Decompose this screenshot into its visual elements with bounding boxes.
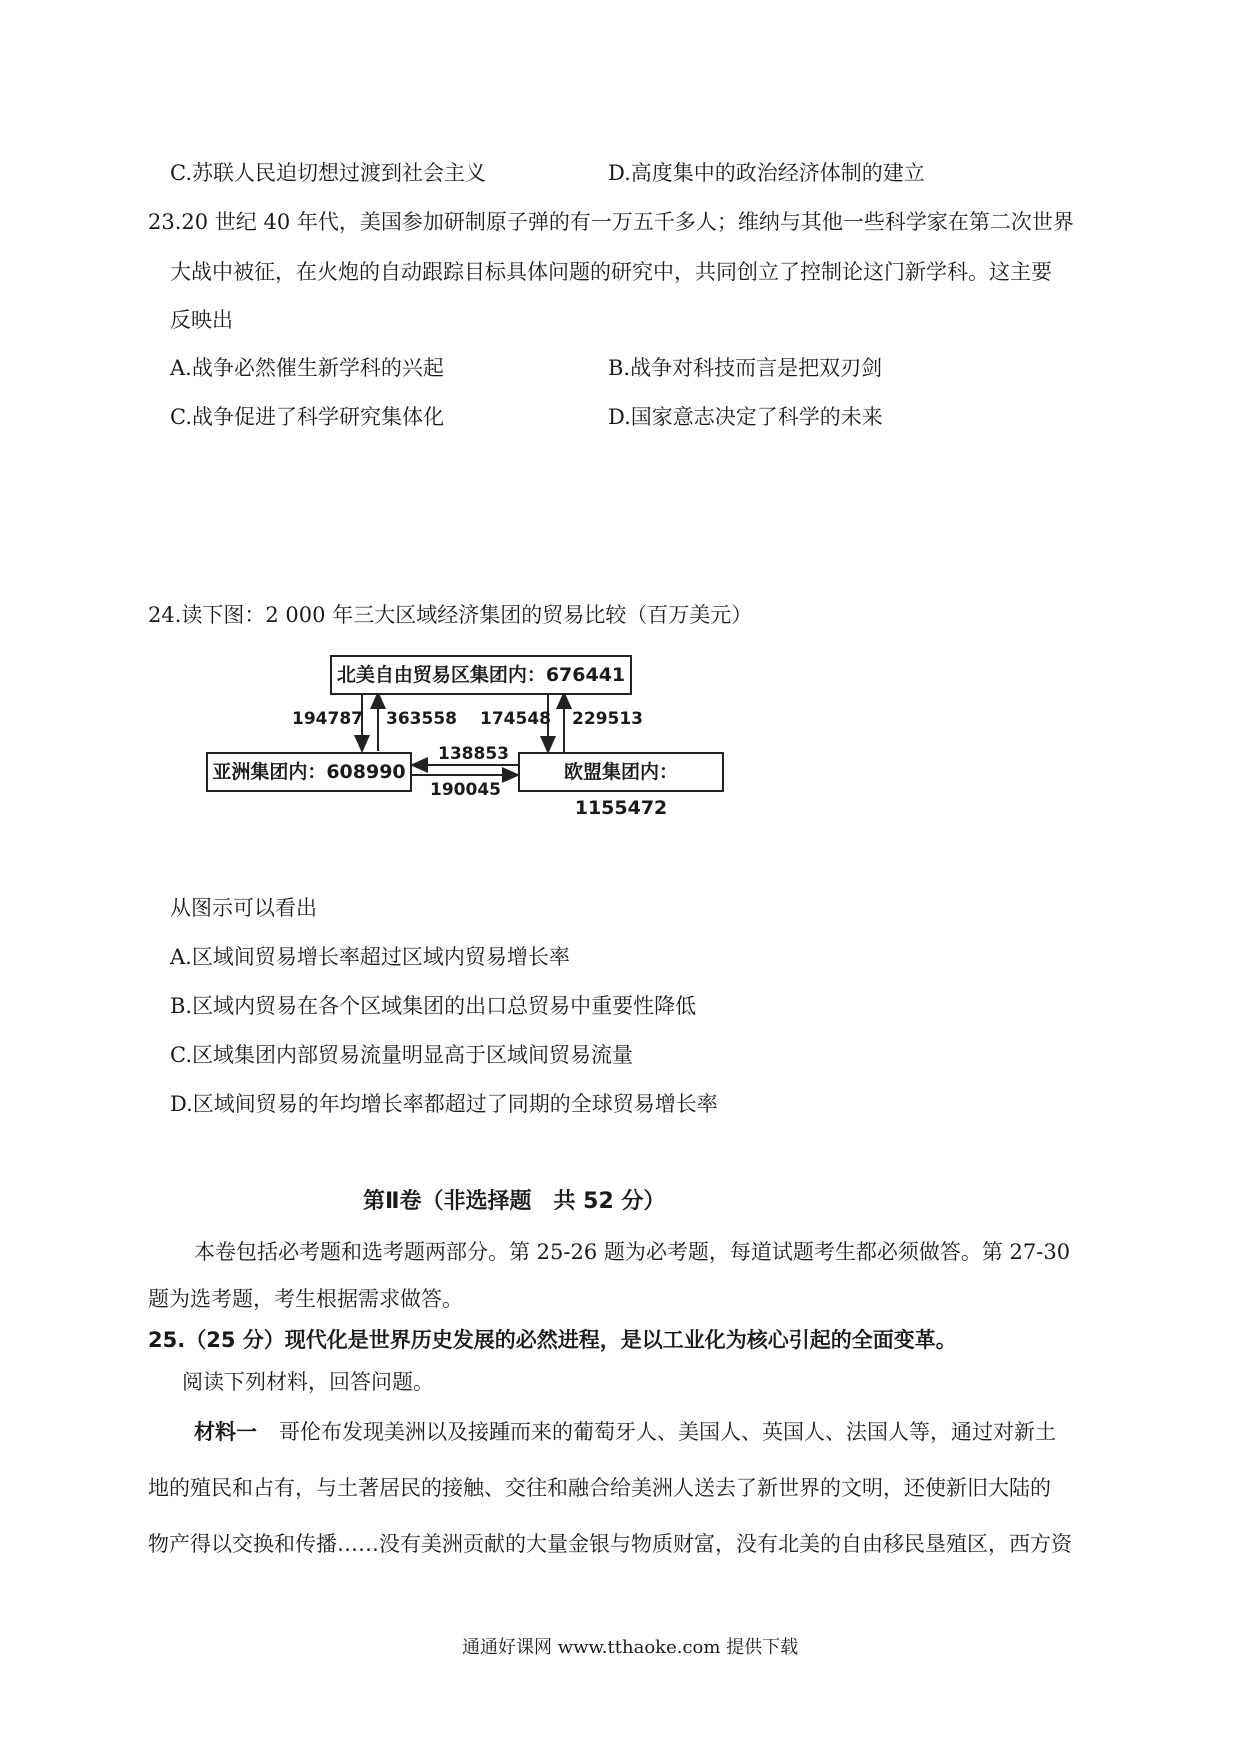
q25-material-1-line-3: 物产得以交换和传播……没有美洲贡献的大量金银与物质财富，没有北美的自由移民垦殖区，西方资 [148,1532,1072,1556]
q24-option-c: C.区域集团内部贸易流量明显高于区域间贸易流量 [170,1043,633,1067]
q25-material-1-line-2: 地的殖民和占有，与土著居民的接触、交往和融合给美洲人送去了新世界的文明，还使新旧大陆的 [148,1476,1051,1500]
value-asia-to-na: 363558 [386,709,457,729]
q24-option-b: B.区域内贸易在各个区域集团的出口总贸易中重要性降低 [170,994,697,1018]
material-1-text: 哥伦布发现美洲以及接踵而来的葡萄牙人、美国人、英国人、法国人等，通过对新土 [279,1420,1056,1444]
material-1-label: 材料一 [194,1420,257,1444]
value-eu-to-na: 229513 [572,709,643,729]
q24-lead: 从图示可以看出 [170,896,317,920]
value-na-to-asia: 194787 [292,709,363,729]
q23-option-b: B.战争对科技而言是把双刃剑 [608,356,883,380]
box-north-america: 北美自由贸易区集团内：676441 [330,655,632,695]
part2-intro-line-2: 题为选考题，考生根据需求做答。 [148,1287,463,1311]
box-asia: 亚洲集团内：608990 [206,752,412,792]
q25-stem: 25.（25 分）现代化是世界历史发展的必然进程，是以工业化为核心引起的全面变革。 [148,1328,957,1352]
value-eu-to-asia: 138853 [438,744,509,764]
q23-option-a: A.战争必然催生新学科的兴起 [170,356,444,380]
q23-stem-line-2: 大战中被征，在火炮的自动跟踪目标具体问题的研究中，共同创立了控制论这门新学科。这主要 [170,260,1052,284]
box-eu: 欧盟集团内：1155472 [518,752,724,792]
value-asia-to-eu: 190045 [430,780,501,800]
part2-title: 第Ⅱ卷（非选择题 共 52 分） [363,1189,666,1214]
q24-option-a: A.区域间贸易增长率超过区域内贸易增长率 [170,945,570,969]
q23-stem-line-1: 23.20 世纪 40 年代，美国参加研制原子弹的有一万五千多人；维纳与其他一些科学家在第二次世界 [148,210,1074,234]
page-footer: 通通好课网 www.tthaoke.com 提供下载 [462,1637,799,1658]
q23-option-d: D.国家意志决定了科学的未来 [608,405,883,429]
value-na-to-eu: 174548 [480,709,551,729]
q25-material-1-line-1 [194,1418,1056,1446]
q22-option-d: D.高度集中的政治经济体制的建立 [608,161,925,185]
q23-stem-line-3: 反映出 [170,308,233,332]
q23-option-c: C.战争促进了科学研究集体化 [170,405,444,429]
q24-option-d: D.区域间贸易的年均增长率都超过了同期的全球贸易增长率 [170,1092,718,1116]
q24-stem: 24.读下图：2 000 年三大区域经济集团的贸易比较（百万美元） [148,603,753,627]
q22-option-c: C.苏联人民迫切想过渡到社会主义 [170,161,486,185]
q25-instruction: 阅读下列材料，回答问题。 [182,1370,434,1394]
part2-intro-line-1: 本卷包括必考题和选考题两部分。第 25-26 题为必考题，每道试题考生都必须做答。第 27-30 [194,1240,1071,1264]
